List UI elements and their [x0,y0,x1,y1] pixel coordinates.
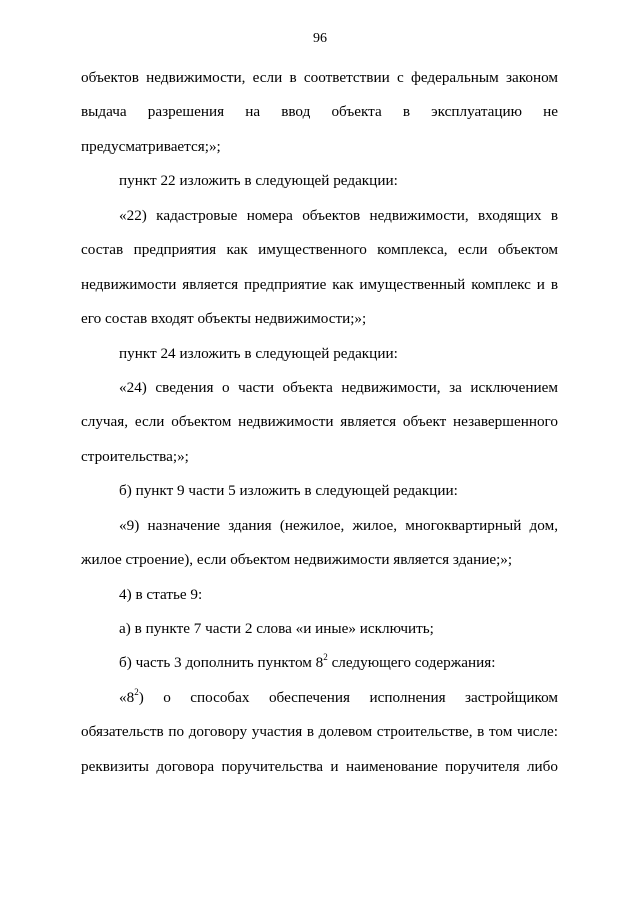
superscript: 2 [134,686,139,697]
text-line: выдача разрешения на ввод объекта в эксплуатацию не [81,103,558,121]
text-run: «8 [119,688,135,706]
text-run: следующего содержания: [327,654,496,672]
paragraph-line [81,681,558,715]
superscript: 2 [323,652,328,663]
paragraph-line: «9) назначение здания (нежилое, жилое, многоквартирный дом, [119,516,558,534]
text-line: случая, если объектом недвижимости является объект незавершенного [81,413,558,431]
paragraph-line: «24) сведения о части объекта недвижимости, за исключением [119,378,558,396]
paragraph-line: пункт 24 изложить в следующей редакции: [119,344,398,362]
paragraph-line: а) в пункте 7 части 2 слова «и иные» исключить; [119,620,434,637]
paragraph-line: 4) в статье 9: [119,585,203,603]
text-line: состав предприятия как имущественного комплекса, если объектом [81,241,558,259]
text-run: б) часть 3 дополнить пунктом 8 [119,654,324,672]
page-number: 96 [313,31,327,46]
paragraph-line: «22) кадастровые номера объектов недвижимости, входящих в [119,206,558,224]
text-line: обязательств по договору участия в долевом строительстве, в том числе: [81,723,558,741]
document-body [81,61,558,784]
text-line: недвижимости является предприятие как имущественный комплекс и в [81,275,558,293]
text-line: реквизиты договора поручительства и наименование поручителя либо [81,757,558,775]
text-line: объектов недвижимости, если в соответствии с федеральным законом [81,69,558,86]
text-run: ) о способах обеспечения исполнения застройщиком [138,688,558,706]
text-line: жилое строение), если объектом недвижимости является здание;»; [81,551,513,569]
text-line: строительства;»; [81,447,189,465]
paragraph-line: пункт 22 изложить в следующей редакции: [119,172,398,190]
paragraph-line: б) пункт 9 части 5 изложить в следующей редакции: [119,482,458,500]
text-line: его состав входят объекты недвижимости;»; [81,310,367,328]
paragraph-line [81,646,558,680]
text-line: предусматривается;»; [81,137,221,155]
